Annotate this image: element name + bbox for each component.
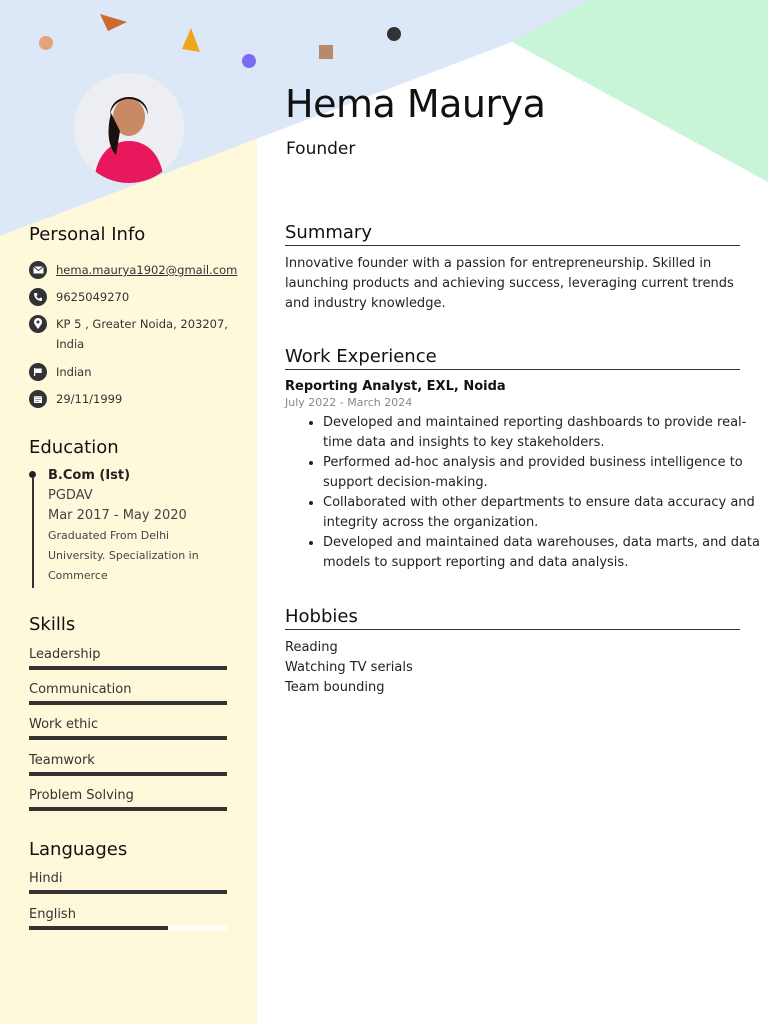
job-title: Reporting Analyst, EXL, Noida	[285, 379, 506, 394]
address: KP 5 , Greater Noida, 203207, India	[56, 317, 228, 351]
skill-bar-fill	[29, 736, 227, 740]
language-label: Hindi	[29, 871, 63, 886]
phone-icon	[29, 288, 47, 306]
list-item: Team bounding	[285, 680, 385, 695]
skill-item	[29, 716, 227, 740]
skill-label: Teamwork	[29, 753, 95, 768]
education-description: Graduated From Delhi University. Specialization in Commerce	[48, 529, 199, 582]
skill-bar-fill	[29, 666, 227, 670]
calendar-icon	[29, 390, 47, 408]
skill-label: Problem Solving	[29, 788, 134, 803]
hobbies-list	[285, 638, 413, 698]
nationality-row	[29, 363, 92, 382]
education-dates: Mar 2017 - May 2020	[48, 508, 187, 523]
education-heading: Education	[29, 437, 119, 458]
email-link[interactable]: hema.maurya1902@gmail.com	[56, 263, 238, 277]
profile-photo	[74, 73, 184, 183]
list-item: • Developed and maintained data warehouses, data marts, and data models to support reporting and data analysis.	[323, 533, 768, 573]
confetti-circle	[39, 36, 53, 50]
timeline-line	[32, 478, 34, 588]
skill-label: Leadership	[29, 647, 101, 662]
work-experience-heading: Work Experience	[285, 346, 740, 370]
flag-icon	[29, 363, 47, 381]
summary-heading: Summary	[285, 222, 740, 246]
skills-heading: Skills	[29, 614, 76, 635]
skill-label: Work ethic	[29, 717, 99, 732]
language-item	[29, 906, 227, 930]
nationality: Indian	[56, 365, 92, 379]
list-item: Watching TV serials	[285, 660, 413, 675]
email-icon	[29, 261, 47, 279]
skill-bar-fill	[29, 772, 227, 776]
education-school: PGDAV	[48, 488, 93, 503]
confetti-circle	[242, 54, 256, 68]
language-label: English	[29, 907, 76, 922]
phone-number: 9625049270	[56, 290, 130, 304]
address-row	[29, 315, 231, 354]
phone-row	[29, 288, 129, 307]
candidate-name: Hema Maurya	[285, 82, 546, 126]
skill-item	[29, 752, 227, 776]
list-item: • Collaborated with other departments to ensure data accuracy and integrity across the organization.	[323, 493, 768, 533]
skill-bar-track	[29, 772, 227, 776]
confetti-square	[319, 45, 333, 59]
language-bar-fill	[29, 926, 168, 930]
language-bar-track	[29, 890, 227, 894]
confetti-circle	[387, 27, 401, 41]
skill-bar-fill	[29, 701, 227, 705]
languages-heading: Languages	[29, 839, 128, 860]
education-entry	[29, 466, 229, 586]
summary-text: Innovative founder with a passion for entrepreneurship. Skilled in launching products and achieving success, leveraging current trends and industry knowledge.	[285, 256, 734, 311]
skill-item	[29, 681, 227, 705]
education-degree: B.Com (Ist)	[48, 468, 131, 483]
skill-bar-track	[29, 736, 227, 740]
skill-item	[29, 787, 227, 811]
list-item: • Developed and maintained reporting dashboards to provide real-time data and insights to key stakeholders.	[323, 413, 768, 453]
date-of-birth: 29/11/1999	[56, 392, 123, 406]
job-dates: July 2022 - March 2024	[285, 396, 413, 409]
list-item: Reading	[285, 640, 338, 655]
skill-bar-track	[29, 701, 227, 705]
skill-bar-track	[29, 807, 227, 811]
skill-label: Communication	[29, 682, 132, 697]
list-item: • Performed ad-hoc analysis and provided business intelligence to support decision-making.	[323, 453, 768, 493]
dob-row	[29, 390, 122, 409]
language-item	[29, 870, 227, 894]
location-icon	[29, 315, 47, 333]
hobbies-heading: Hobbies	[285, 606, 740, 630]
personal-info-heading: Personal Info	[29, 224, 146, 245]
language-bar-track	[29, 926, 227, 930]
candidate-title: Founder	[286, 139, 356, 159]
skill-bar-track	[29, 666, 227, 670]
email-row	[29, 261, 238, 280]
timeline-dot	[29, 471, 36, 478]
job-responsibilities	[285, 413, 768, 573]
skill-item	[29, 646, 227, 670]
language-bar-fill	[29, 890, 227, 894]
skill-bar-fill	[29, 807, 227, 811]
green-shape	[512, 0, 768, 182]
